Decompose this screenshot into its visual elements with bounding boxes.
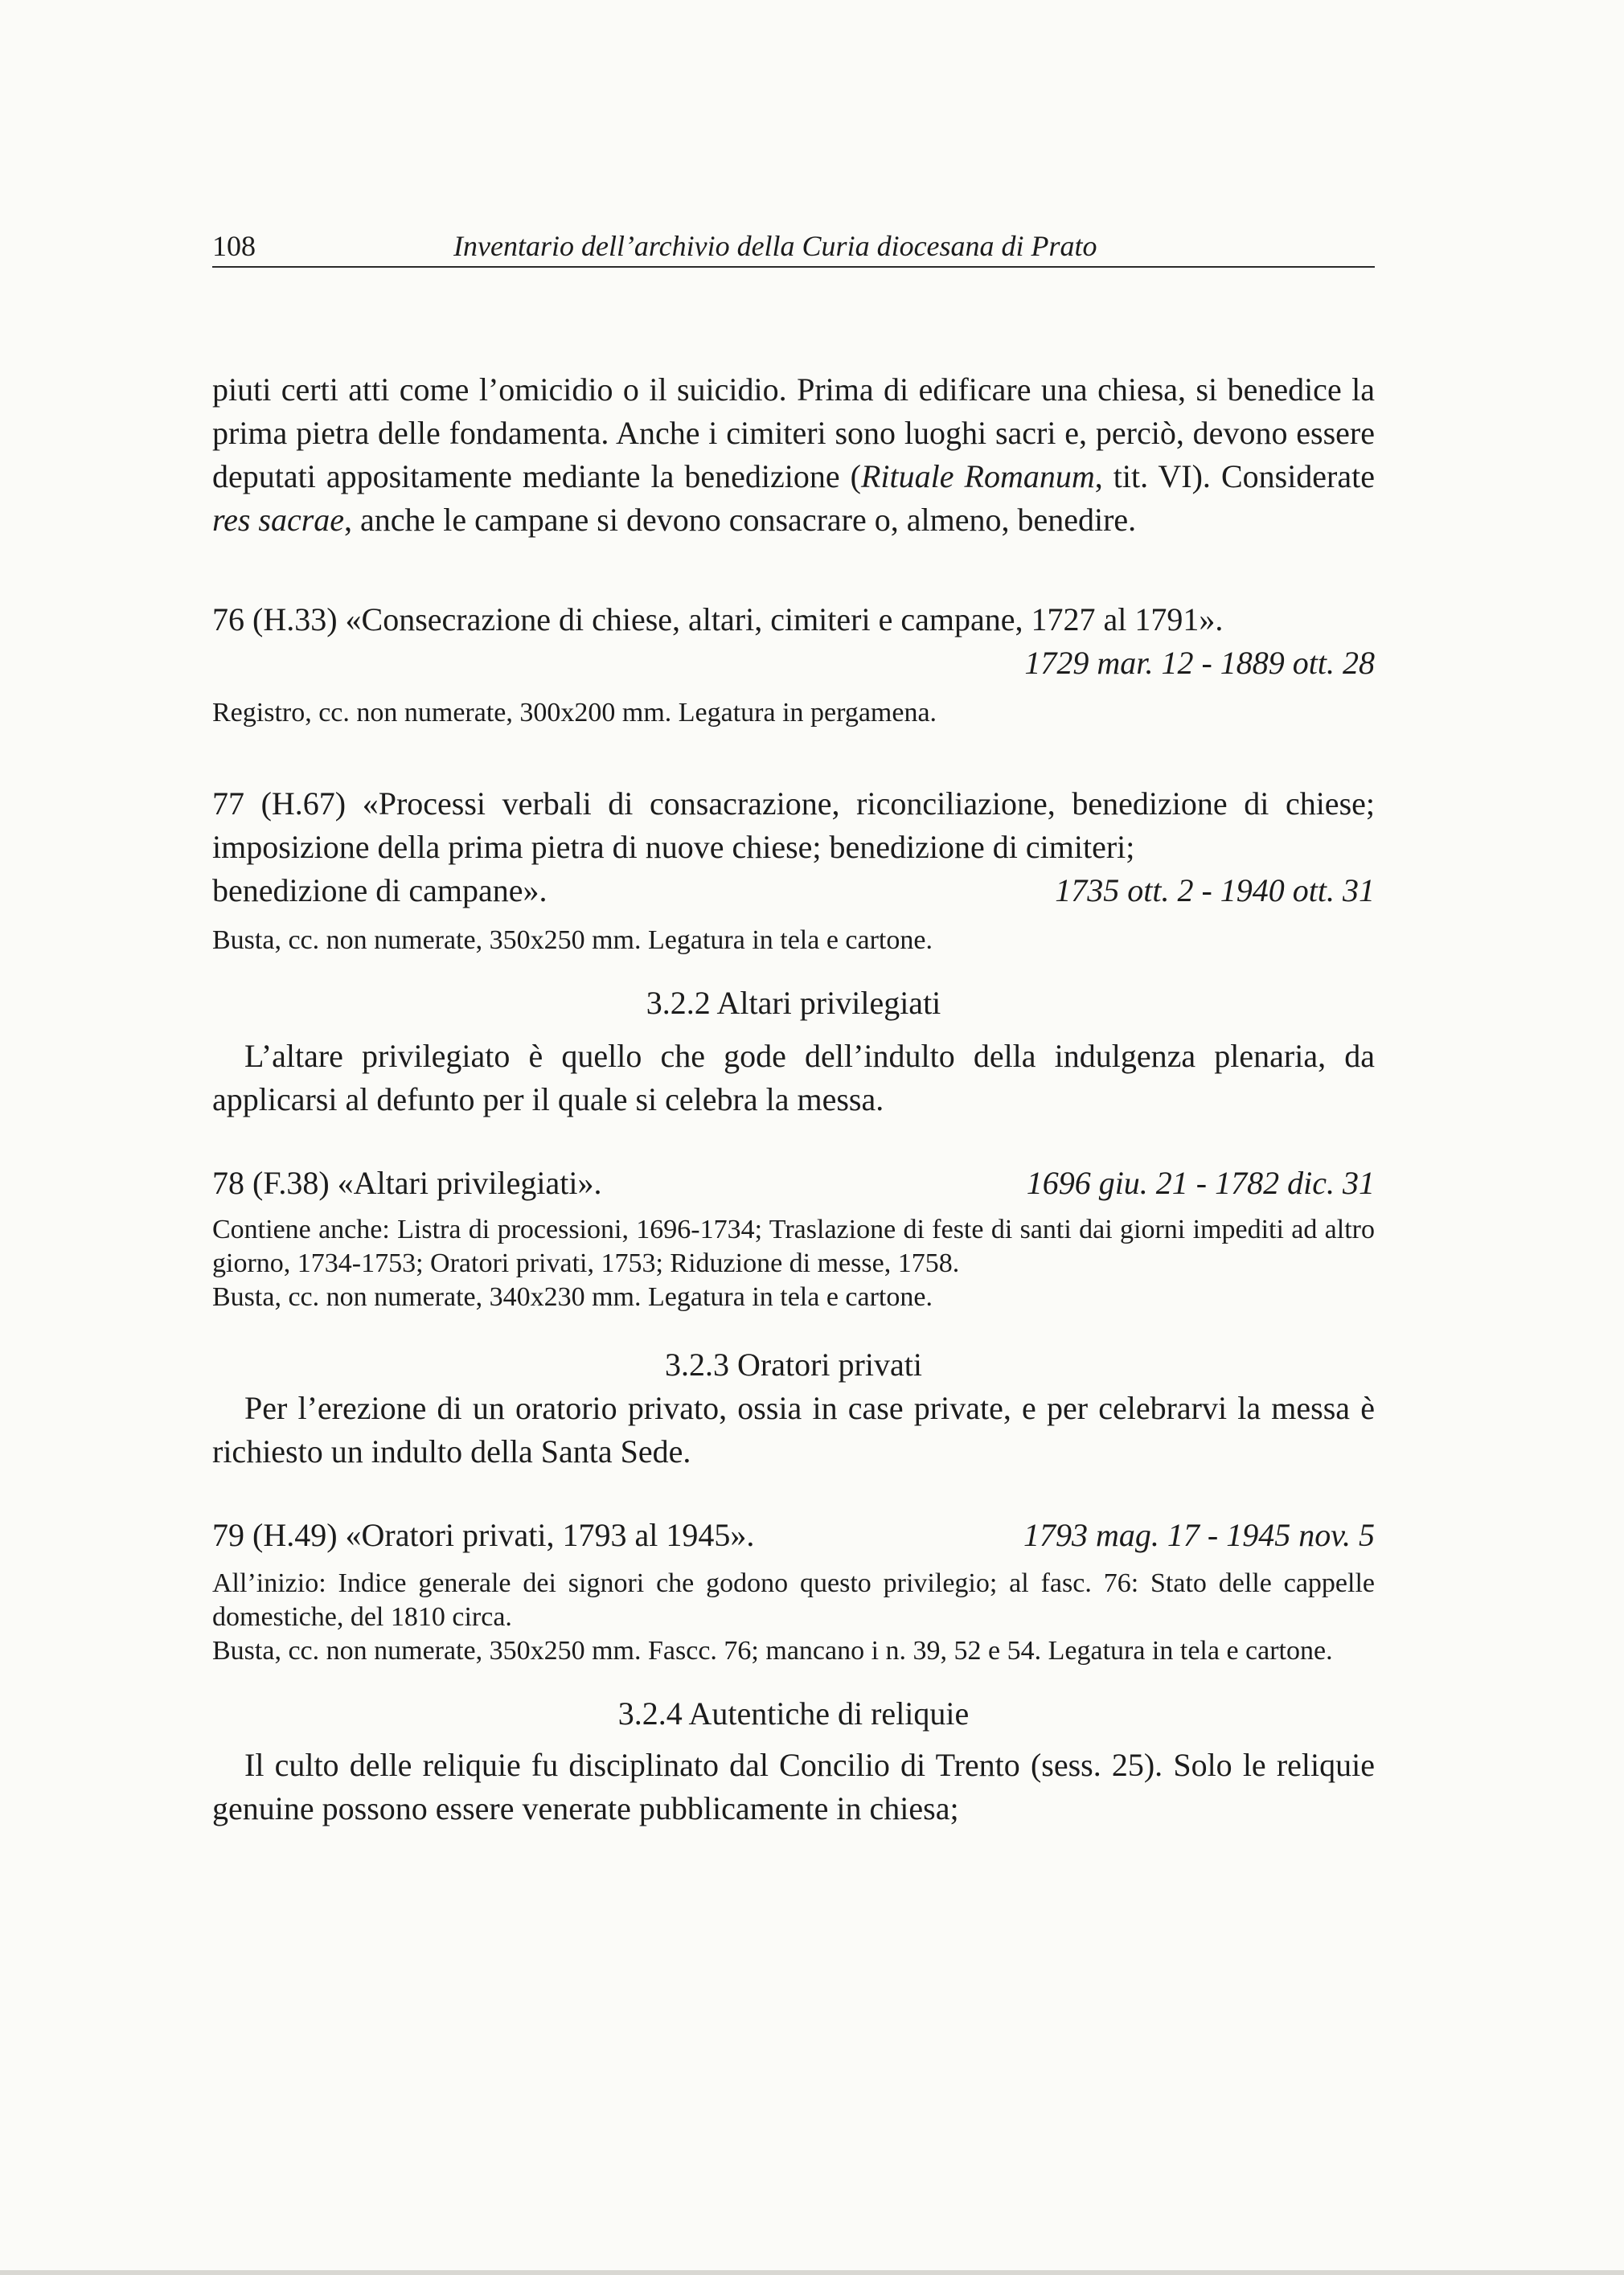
- section-text-3-2-2: L’altare privilegiato è quello che gode dell’indulto della indulgenza plenaria, da applicarsi al defunto per il quale si celebra la messa.: [212, 1038, 1375, 1117]
- running-title: Inventario dell’archivio della Curia diocesana di Prato: [453, 230, 1097, 262]
- page-number: 108: [212, 230, 256, 262]
- entry-77-title-end: benedizione di campane».: [212, 872, 547, 908]
- intro-paragraph: [212, 368, 1375, 542]
- entry-78-physical: Busta, cc. non numerate, 340x230 mm. Legatura in tela e cartone.: [212, 1282, 933, 1312]
- section-heading-3-2-2: 3.2.2 Altari privilegiati: [646, 985, 941, 1021]
- section-heading-3-2-4: 3.2.4 Autentiche di reliquie: [617, 1695, 970, 1732]
- entry-78-dates: 1696 giu. 21 - 1782 dic. 31: [1026, 1165, 1375, 1201]
- intro-text-3: , anche le campane si devono consacrare o, almeno, benedire.: [344, 502, 1137, 538]
- intro-text-1: piuti certi atti come l’omicidio o il suicidio. Prima di edificare una chiesa, si benedice la prima pietra delle fondamenta. Anche i cimiteri sono luoghi sacri e, perciò, devono essere deputati appositamente mediante la benedizione (: [212, 371, 1375, 494]
- running-header: [212, 229, 1375, 268]
- intro-italic-1: Rituale Romanum: [861, 458, 1095, 494]
- entry-76-title: 76 (H.33) «Consecrazione di chiese, altari, cimiteri e campane, 1727 al 1791».: [212, 601, 1224, 637]
- entry-79-physical: Busta, cc. non numerate, 350x250 mm. Fascc. 76; mancano i n. 39, 52 e 54. Legatura in tela e cartone.: [212, 1636, 1333, 1666]
- entry-77-dates: 1735 ott. 2 - 1940 ott. 31: [1055, 872, 1375, 908]
- entry-77-title: 77 (H.67) «Processi verbali di consacrazione, riconciliazione, benedizione di chiese; imposizione della prima pietra di nuove chiese; benedizione di cimiteri;: [212, 785, 1375, 865]
- section-heading-3-2-3: 3.2.3 Oratori privati: [665, 1347, 922, 1383]
- entry-76-description: Registro, cc. non numerate, 300x200 mm. Legatura in pergamena.: [212, 698, 937, 728]
- intro-text-2: , tit. VI). Considerate: [1094, 458, 1375, 494]
- entry-76-dates: 1729 mar. 12 - 1889 ott. 28: [1024, 645, 1375, 681]
- entry-79-title: 79 (H.49) «Oratori privati, 1793 al 1945».: [212, 1517, 755, 1553]
- scan-edge: [0, 2270, 1624, 2275]
- entry-78-description: Contiene anche: Listra di processioni, 1696-1734; Traslazione di feste di santi dai giorni impediti ad altro giorno, 1734-1753; Oratori privati, 1753; Riduzione di messe, 1758.: [212, 1215, 1375, 1278]
- intro-italic-2: res sacrae: [212, 502, 345, 538]
- section-text-3-2-4: Il culto delle reliquie fu disciplinato dal Concilio di Trento (sess. 25). Solo le reliquie genuine possono essere venerate pubblicamente in chiesa;: [212, 1747, 1375, 1826]
- entry-79-dates: 1793 mag. 17 - 1945 nov. 5: [1023, 1517, 1375, 1553]
- section-text-3-2-3: Per l’erezione di un oratorio privato, ossia in case private, e per celebrarvi la messa è richiesto un indulto della Santa Sede.: [212, 1390, 1375, 1470]
- page-content: [212, 229, 1375, 1830]
- entry-79-description: All’inizio: Indice generale dei signori che godono questo privilegio; al fasc. 76: Stato delle cappelle domestiche, del 1810 circa.: [212, 1568, 1375, 1632]
- entry-79: [212, 1514, 1375, 1557]
- entry-77: [212, 782, 1375, 912]
- entry-76: [212, 598, 1375, 685]
- entry-78: [212, 1162, 1375, 1205]
- entry-77-description: Busta, cc. non numerate, 350x250 mm. Legatura in tela e cartone.: [212, 925, 933, 955]
- entry-78-title: 78 (F.38) «Altari privilegiati».: [212, 1165, 602, 1201]
